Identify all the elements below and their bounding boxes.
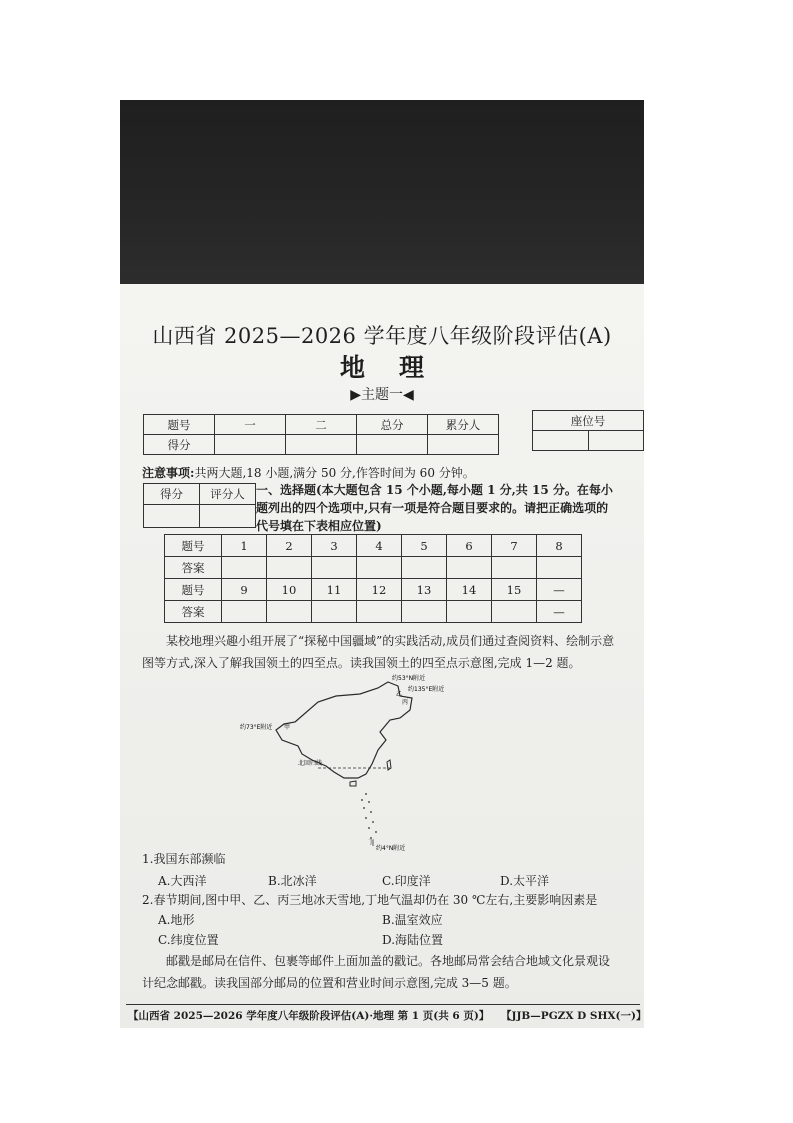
east-point-label: 约135°E附近 — [408, 686, 445, 693]
table-row — [144, 505, 256, 528]
answer-cell[interactable] — [267, 557, 312, 579]
question-number: 8 — [537, 535, 582, 557]
answer-header: 题号 — [165, 579, 222, 601]
question-number: 11 — [312, 579, 357, 601]
footer-code: 【JJB—PGZX D SHX(一)】 — [500, 1010, 647, 1022]
china-outline — [276, 682, 412, 778]
table-row — [144, 435, 499, 455]
table-row — [165, 557, 582, 579]
taiwan-island — [387, 760, 391, 770]
q1-option-c[interactable]: C.印度洋 — [382, 874, 431, 888]
page-footer — [128, 1008, 646, 1023]
answer-cell[interactable] — [312, 557, 357, 579]
q2-option-a[interactable]: A.地形 — [158, 913, 195, 927]
q1-option-b[interactable]: B.北冰洋 — [268, 874, 317, 888]
grader-name-label: 评分人 — [200, 484, 256, 505]
china-map-diagram — [240, 674, 445, 854]
point-ding-label: 丁 — [368, 839, 375, 846]
answer-header: 答案 — [165, 557, 222, 579]
score-cell: 累分人 — [428, 415, 499, 435]
table-row — [144, 484, 256, 505]
table-row — [165, 601, 582, 623]
answer-cell[interactable] — [492, 601, 537, 623]
notice-label: 注意事项: — [142, 466, 195, 480]
answer-cell[interactable] — [357, 601, 402, 623]
grader-score-label: 得分 — [144, 484, 200, 505]
dark-background — [120, 100, 644, 284]
score-cell[interactable] — [357, 435, 428, 455]
q2-option-c[interactable]: C.纬度位置 — [158, 933, 219, 947]
west-point-label: 约73°E附近 — [240, 724, 273, 731]
question-2-stem: 2.春节期间,图中甲、乙、丙三地冰天雪地,丁地气温却仍在 30 ℃左右,主要影响因素是 — [142, 893, 598, 907]
seat-table — [532, 410, 644, 451]
score-cell[interactable] — [286, 435, 357, 455]
footer-divider — [126, 1004, 640, 1005]
answer-cell[interactable] — [447, 601, 492, 623]
answer-cell[interactable] — [357, 557, 402, 579]
score-cell: 二 — [286, 415, 357, 435]
seat-label: 座位号 — [533, 411, 644, 431]
question-number: 6 — [447, 535, 492, 557]
score-cell: 一 — [215, 415, 286, 435]
notice — [142, 464, 475, 481]
point-bing-label: 丙 — [402, 699, 409, 706]
grader-table — [143, 483, 256, 528]
seat-cell[interactable] — [588, 431, 644, 451]
table-row — [144, 415, 499, 435]
score-cell[interactable] — [215, 435, 286, 455]
q1-option-d[interactable]: D.太平洋 — [500, 874, 550, 888]
tropic-label: 北回归线 — [298, 760, 323, 767]
answer-cell[interactable] — [447, 557, 492, 579]
intro-paragraph-2: 邮戳是邮局在信件、包裹等邮件上面加盖的戳记。各地邮局常会结合地域文化景观设计纪念邮戳。读我国部分邮局的位置和营业时间示意图,完成 3—5 题。 — [142, 954, 611, 990]
question-number: 2 — [267, 535, 312, 557]
grader-cell[interactable] — [200, 505, 256, 528]
answer-cell[interactable] — [267, 601, 312, 623]
score-cell: 题号 — [144, 415, 215, 435]
answer-cell[interactable] — [312, 601, 357, 623]
score-cell[interactable] — [428, 435, 499, 455]
answer-header: 题号 — [165, 535, 222, 557]
answer-table — [164, 534, 582, 623]
exam-title: 山西省 2025—2026 学年度八年级阶段评估(A) — [152, 324, 612, 348]
table-row — [165, 535, 582, 557]
answer-header: 答案 — [165, 601, 222, 623]
question-number: 10 — [267, 579, 312, 601]
question-number: 15 — [492, 579, 537, 601]
q2-option-d[interactable]: D.海陆位置 — [382, 933, 444, 947]
question-number: 3 — [312, 535, 357, 557]
question-1-stem: 1.我国东部濒临 — [142, 852, 226, 866]
answer-cell[interactable] — [492, 557, 537, 579]
score-cell: 得分 — [144, 435, 215, 455]
score-cell: 总分 — [357, 415, 428, 435]
intro-paragraph-1: 某校地理兴趣小组开展了“探秘中国疆域”的实践活动,成员们通过查阅资料、绘制示意图等方式,深入了解我国领土的四至点。读我国领土的四至点示意图,完成 1—2 题。 — [142, 634, 615, 670]
question-number: 1 — [222, 535, 267, 557]
question-number: 7 — [492, 535, 537, 557]
answer-cell[interactable] — [402, 557, 447, 579]
notice-text: 共两大题,18 小题,满分 50 分,作答时间为 60 分钟。 — [194, 466, 475, 480]
point-jia-label: 甲 — [284, 724, 291, 731]
question-number: 14 — [447, 579, 492, 601]
question-number: 4 — [357, 535, 402, 557]
answer-cell[interactable] — [537, 557, 582, 579]
question-number: 5 — [402, 535, 447, 557]
table-row — [165, 579, 582, 601]
question-number: 13 — [402, 579, 447, 601]
south-china-sea-islands — [361, 793, 377, 839]
q2-option-b[interactable]: B.温室效应 — [382, 913, 443, 927]
answer-cell[interactable] — [402, 601, 447, 623]
hainan-island — [350, 781, 356, 786]
answer-cell[interactable] — [222, 557, 267, 579]
score-table — [143, 414, 499, 455]
section-instructions: 一、选择题(本大题包含 15 个小题,每小题 1 分,共 15 分。在每小题列出的四个选项中,只有一项是符合题目要求的。请把正确选项的代号填在下表相应位置) — [256, 483, 613, 533]
south-point-label: 约4°N附近 — [376, 845, 406, 852]
grader-cell[interactable] — [144, 505, 200, 528]
seat-cell[interactable] — [533, 431, 589, 451]
point-yi-label: 乙 — [396, 691, 403, 698]
answer-cell: — — [537, 601, 582, 623]
theme-label: ▶主题一◀ — [350, 387, 414, 403]
question-number: 12 — [357, 579, 402, 601]
answer-cell[interactable] — [222, 601, 267, 623]
footer-left: 【山西省 2025—2026 学年度八年级阶段评估(A)·地理 第 1 页(共 6 页)】 — [128, 1010, 490, 1022]
subject-title: 地理 — [339, 353, 458, 382]
question-number: — — [537, 579, 582, 601]
table-row — [533, 431, 644, 451]
q1-option-a[interactable]: A.大西洋 — [158, 874, 207, 888]
question-number: 9 — [222, 579, 267, 601]
exam-paper — [120, 284, 647, 1028]
table-row — [533, 411, 644, 431]
north-point-label: 约53°N附近 — [392, 675, 426, 682]
